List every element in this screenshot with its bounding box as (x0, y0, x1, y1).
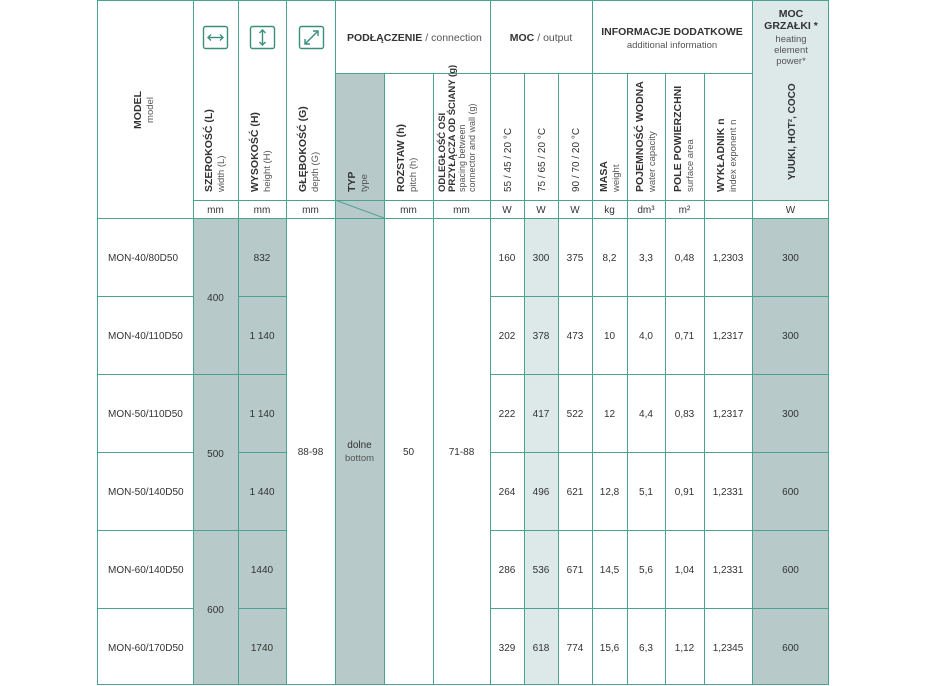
heater-cell: 600 (782, 487, 799, 498)
depth-header: GŁĘBOKOŚĆ (G) (297, 106, 309, 192)
height-cell: 832 (253, 253, 271, 264)
p90-cell: 671 (566, 565, 584, 576)
spacing-header-en-1: spacing between (457, 124, 467, 192)
heater-cell: 300 (782, 409, 799, 420)
width-400: 400 (207, 293, 224, 304)
p55-cell: 160 (498, 253, 516, 264)
mass-cell: 15,6 (599, 643, 620, 654)
water-cell: 4,0 (639, 331, 653, 342)
surface-header: POLE POWIERZCHNI (672, 85, 684, 192)
mass-cell: 14,5 (599, 565, 620, 576)
exponent-cell: 1,2345 (712, 643, 744, 654)
heater-header-en-3: power* (776, 56, 806, 67)
area-cell: 1,04 (674, 565, 695, 576)
unit-p55: W (502, 205, 512, 216)
heater-header-2: GRZAŁKI * (764, 20, 818, 32)
exponent-header: WYKŁADNIK n (715, 118, 727, 192)
p90-cell: 375 (566, 253, 584, 264)
unit-p75: W (536, 205, 546, 216)
unit-mass: kg (604, 205, 615, 216)
exponent-cell: 1,2331 (712, 487, 744, 498)
unit-depth: mm (302, 205, 319, 216)
mass-cell: 12 (603, 409, 616, 420)
mass-header-en: weight (611, 164, 622, 192)
type-header: TYP (346, 171, 358, 192)
p55-cell: 202 (498, 331, 516, 342)
spacing-header-1: ODLEGŁOŚĆ OSI (437, 112, 448, 192)
model-cell: MON-60/170D50 (108, 643, 184, 654)
connection-header: PODŁĄCZENIE / connection (347, 32, 482, 44)
p90-cell: 621 (566, 487, 584, 498)
water-header-en: water capacity (647, 131, 658, 192)
p90-cell: 473 (566, 331, 584, 342)
t75-header: 75 / 65 / 20 °C (537, 127, 548, 192)
output-header: MOC / output (509, 32, 573, 44)
heater-header-en-2: element (774, 45, 808, 56)
height-cell: 1440 (250, 565, 274, 576)
area-cell: 0,91 (674, 487, 695, 498)
dimension-icons (204, 27, 324, 49)
area-cell: 0,48 (674, 253, 695, 264)
water-cell: 4,4 (639, 409, 653, 420)
unit-spacing: mm (453, 205, 470, 216)
height-cell: 1 140 (249, 409, 275, 420)
water-cell: 6,3 (639, 643, 653, 654)
horizontal-arrows-icon (204, 27, 228, 49)
type-value-en: bottom (344, 453, 375, 464)
p55-cell: 286 (498, 565, 516, 576)
unit-water: dm³ (637, 205, 655, 216)
unit-heater: W (785, 205, 796, 216)
spacing-header-2: PRZYŁĄCZA OD ŚCIANY (g) (447, 64, 458, 192)
height-column-shade (238, 218, 286, 684)
unit-p90: W (570, 205, 580, 216)
exponent-cell: 1,2303 (712, 253, 744, 264)
mass-cell: 10 (603, 331, 616, 342)
mass-header: MASA (598, 161, 610, 192)
area-cell: 1,12 (674, 643, 695, 654)
height-cell: 1740 (250, 643, 274, 654)
model-cell: MON-60/140D50 (108, 565, 184, 576)
height-header-en: height (H) (262, 150, 273, 192)
heater-cell: 600 (782, 565, 799, 576)
p90-cell: 774 (566, 643, 584, 654)
type-value: dolne (347, 440, 372, 451)
model-cell: MON-40/110D50 (108, 331, 183, 342)
mass-cell: 8,2 (602, 253, 617, 264)
model-cell: MON-50/110D50 (108, 409, 183, 420)
heater-header-1: MOC (778, 8, 804, 20)
exponent-header-en: index exponent n (728, 119, 739, 192)
info-header: INFORMACJE DODATKOWE (601, 26, 743, 38)
heater-cell: 600 (782, 643, 799, 654)
mass-cell: 12,8 (599, 487, 620, 498)
spacing-value: 71-88 (448, 447, 475, 458)
exponent-cell: 1,2317 (712, 409, 744, 420)
height-header: WYSOKOŚĆ (H) (249, 112, 261, 192)
pitch-header-en: pitch (h) (408, 157, 419, 192)
exponent-cell: 1,2331 (712, 565, 744, 576)
width-500: 500 (207, 449, 224, 460)
t55-header: 55 / 45 / 20 °C (503, 127, 514, 192)
type-header-en: type (359, 174, 370, 192)
water-cell: 5,1 (639, 487, 653, 498)
width-600: 600 (207, 605, 224, 616)
p55-cell: 329 (498, 643, 516, 654)
model-cell: MON-40/80D50 (108, 253, 179, 264)
depth-value: 88-98 (297, 447, 324, 458)
pitch-header: ROZSTAW (h) (395, 123, 407, 192)
area-cell: 0,83 (674, 409, 695, 420)
p75-cell: 618 (532, 643, 550, 654)
model-cell: MON-50/140D50 (108, 487, 184, 498)
heater-header-en-1: heating (775, 34, 807, 45)
heater-column-shade (752, 218, 829, 684)
info-header-en: additional information (626, 40, 718, 51)
model-header-en: model (145, 97, 156, 123)
water-cell: 5,6 (639, 565, 653, 576)
exponent-cell: 1,2317 (712, 331, 744, 342)
units-row (207, 205, 796, 216)
header (132, 8, 819, 193)
heater-cell: 300 (782, 331, 799, 342)
width-header: SZEROKOŚĆ (L) (203, 109, 215, 192)
p90-cell: 522 (566, 409, 584, 420)
unit-pitch: mm (400, 205, 417, 216)
depth-header-en: depth (G) (310, 151, 321, 192)
p75-cell: 300 (532, 253, 550, 264)
area-cell: 0,71 (674, 331, 695, 342)
type-column-shade (335, 73, 384, 684)
model-header: MODEL (132, 91, 144, 129)
spacing-header-en-2: connector and wall (g) (467, 103, 477, 192)
shaded-cells (193, 0, 829, 684)
unit-area: m² (678, 205, 691, 216)
p55-cell: 222 (498, 409, 516, 420)
p75-cell: 496 (532, 487, 550, 498)
vertical-arrows-icon (251, 27, 275, 49)
p55-cell: 264 (498, 487, 516, 498)
unit-width: mm (207, 205, 224, 216)
t90-header: 90 / 70 / 20 °C (571, 127, 582, 192)
width-header-en: width (L) (216, 155, 227, 192)
p75-cell: 378 (532, 331, 550, 342)
pitch-value: 50 (402, 447, 415, 458)
heater-brands-header: YUUKI, HOT², COCO (787, 83, 798, 180)
water-header: POJEMNOŚĆ WODNA (634, 81, 646, 192)
water-cell: 3,3 (639, 253, 653, 264)
p75-column-shade (524, 218, 558, 684)
height-cell: 1 440 (249, 487, 275, 498)
diagonal-arrows-icon (300, 27, 324, 49)
p75-cell: 417 (532, 409, 550, 420)
p75-cell: 536 (532, 565, 550, 576)
surface-header-en: surface area (685, 139, 696, 192)
heater-cell: 300 (782, 253, 799, 264)
height-cell: 1 140 (249, 331, 275, 342)
unit-height: mm (253, 205, 271, 216)
